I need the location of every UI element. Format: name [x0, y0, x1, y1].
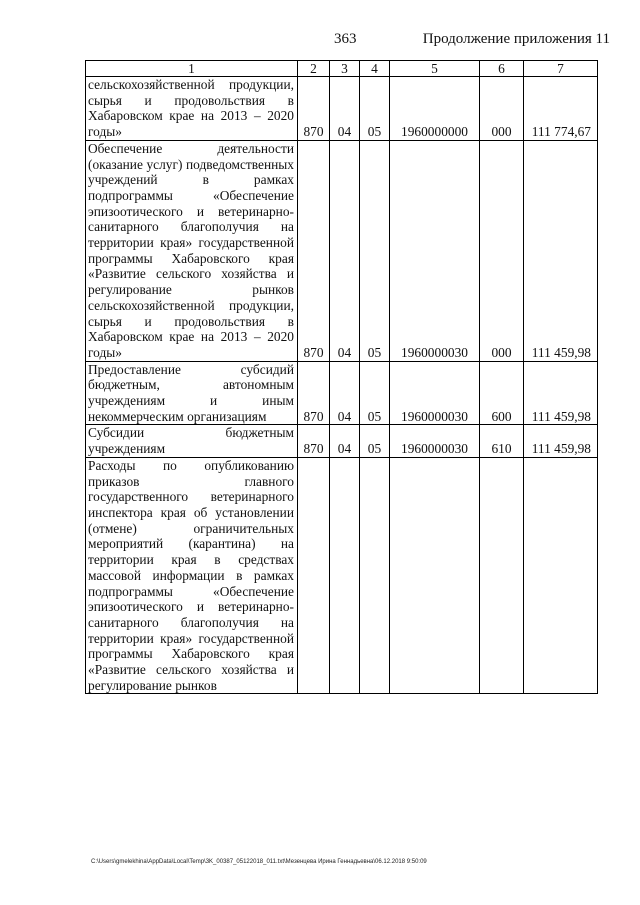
ministry-code-cell: 870: [298, 361, 330, 425]
table-row: [86, 77, 598, 141]
target-item-cell: 1960000000: [390, 77, 480, 141]
expense-name-cell: Расходы по опубликованию приказов главного государственного ветеринарного инспектора края об установлении (отмене) ограничительных мероприятий (карантина) на территории края в средствах массовой информации в рамках подпрограммы «Обеспечение эпизоотического и ветеринарно-санитарного благополучия на территории края» государственной программы Хабаровского края «Развитие сельского хозяйства и регулирование рынков: [86, 457, 298, 694]
amount-cell: 111 459,98: [524, 425, 598, 457]
target-item-cell: 1960000030: [390, 140, 480, 361]
amount-cell: 111 459,98: [524, 361, 598, 425]
column-header: 7: [524, 61, 598, 77]
expense-name-cell: Предоставление субсидий бюджетным, автономным учреждениям и иным некоммерческим организациям: [86, 361, 298, 425]
amount-cell: [524, 457, 598, 694]
section-cell: [330, 457, 360, 694]
column-header: 2: [298, 61, 330, 77]
column-header: 4: [360, 61, 390, 77]
expense-type-cell: 600: [480, 361, 524, 425]
table-row: [86, 140, 598, 361]
expense-name-cell: Обеспечение деятельности (оказание услуг) подведомственных учреждений в рамках подпрограммы «Обеспечение эпизоотического и ветеринарно-санитарного благополучия на территории края» государственной программы Хабаровского края «Развитие сельского хозяйства и регулирование рынков сельскохозяйственной продукции, сырья и продовольствия в Хабаровском крае на 2013 – 2020 годы»: [86, 140, 298, 361]
expense-type-cell: 000: [480, 77, 524, 141]
continuation-label: Продолжение приложения 11: [422, 31, 610, 47]
column-header: 3: [330, 61, 360, 77]
subsection-cell: 05: [360, 361, 390, 425]
amount-cell: 111 774,67: [524, 77, 598, 141]
expense-type-cell: 610: [480, 425, 524, 457]
expense-type-cell: [480, 457, 524, 694]
file-path-footer: C:\Users\gmelekhina\AppData\Local\Temp\3K_00387_05122018_011.txt\Мезенцева Ирина Геннадьевна\06.12.2018 9:50:09: [91, 859, 427, 865]
expense-type-cell: 000: [480, 140, 524, 361]
section-cell: 04: [330, 140, 360, 361]
subsection-cell: [360, 457, 390, 694]
ministry-code-cell: [298, 457, 330, 694]
budget-table: [85, 60, 598, 694]
table-row: [86, 457, 598, 694]
section-cell: 04: [330, 77, 360, 141]
table-row: [86, 425, 598, 457]
target-item-cell: 1960000030: [390, 361, 480, 425]
section-cell: 04: [330, 425, 360, 457]
column-header: 1: [86, 61, 298, 77]
table-row: [86, 361, 598, 425]
column-header: 6: [480, 61, 524, 77]
subsection-cell: 05: [360, 77, 390, 141]
target-item-cell: 1960000030: [390, 425, 480, 457]
ministry-code-cell: 870: [298, 77, 330, 141]
expense-name-cell: сельскохозяйственной продукции, сырья и продовольствия в Хабаровском крае на 2013 – 2020 годы»: [86, 77, 298, 141]
page-number: 363: [334, 31, 357, 47]
amount-cell: 111 459,98: [524, 140, 598, 361]
ministry-code-cell: 870: [298, 425, 330, 457]
ministry-code-cell: 870: [298, 140, 330, 361]
subsection-cell: 05: [360, 425, 390, 457]
subsection-cell: 05: [360, 140, 390, 361]
expense-name-cell: Субсидии бюджетным учреждениям: [86, 425, 298, 457]
column-header: 5: [390, 61, 480, 77]
column-number-row: [86, 61, 598, 77]
target-item-cell: [390, 457, 480, 694]
section-cell: 04: [330, 361, 360, 425]
